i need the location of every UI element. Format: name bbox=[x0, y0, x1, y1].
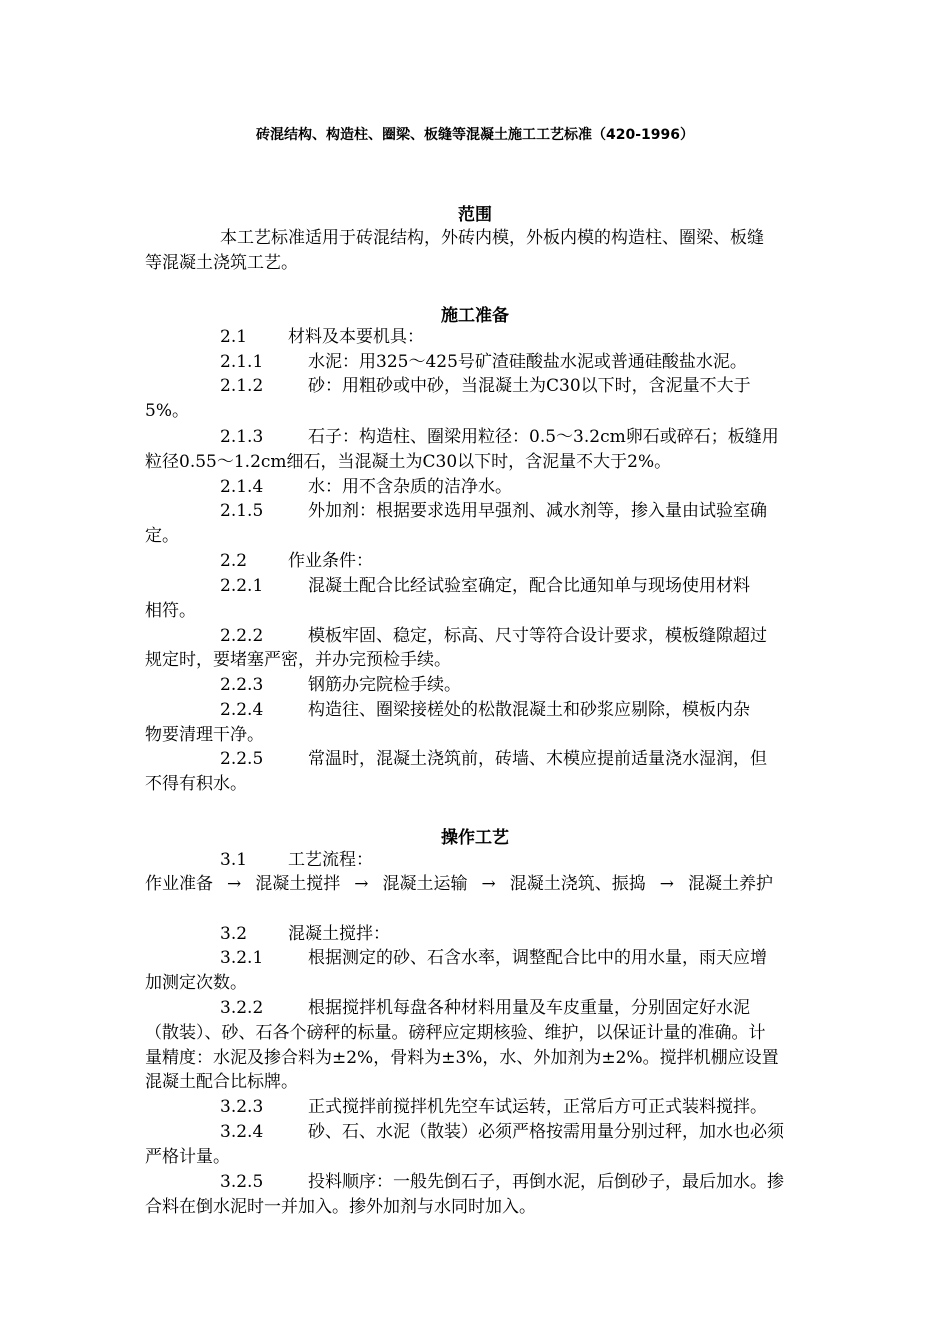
document-title: 砖混结构、构造柱、圈梁、板缝等混凝土施工工艺标准（420-1996） bbox=[256, 127, 694, 143]
flow-step: 混凝土运输 bbox=[382, 874, 468, 894]
list-item bbox=[220, 374, 751, 398]
section-heading-operation: 操作工艺 bbox=[441, 828, 509, 848]
item-text: 水泥：用325～425号矿渣硅酸盐水泥或普通硅酸盐水泥。 bbox=[308, 352, 747, 372]
item-text: 作业条件： bbox=[288, 551, 373, 571]
item-text: 水：用不含杂质的洁净水。 bbox=[308, 477, 512, 497]
list-item bbox=[220, 848, 373, 872]
item-number: 3.2.4 bbox=[220, 1122, 264, 1142]
item-number: 2.1.3 bbox=[220, 427, 264, 447]
item-text: 投料顺序：一般先倒石子，再倒水泥，后倒砂子，最后加水。掺 bbox=[308, 1172, 784, 1192]
arrow-right-icon: → bbox=[659, 874, 674, 894]
paragraph-line: 本工艺标准适用于砖混结构，外砖内模，外板内模的构造柱、圈梁、板缝 bbox=[220, 228, 764, 248]
item-text: 砂、石、水泥（散装）必须严格按需用量分别过秤，加水也必须 bbox=[308, 1122, 784, 1142]
item-number: 3.2.2 bbox=[220, 998, 264, 1018]
item-number: 2.1.5 bbox=[220, 501, 264, 521]
item-continuation: 相符。 bbox=[145, 601, 196, 621]
flow-step: 作业准备 bbox=[145, 874, 213, 894]
item-number: 2.2.4 bbox=[220, 700, 264, 720]
arrow-right-icon: → bbox=[227, 874, 242, 894]
process-flow bbox=[145, 872, 773, 896]
item-continuation: 粒径0.55～1.2cm细石，当混凝土为C30以下时，含泥量不大于2%。 bbox=[145, 452, 672, 472]
item-number: 2.2.1 bbox=[220, 576, 264, 596]
item-text: 石子：构造柱、圈梁用粒径：0.5～3.2cm卵石或碎石；板缝用 bbox=[308, 427, 779, 447]
flow-step: 混凝土搅拌 bbox=[255, 874, 341, 894]
item-number: 3.2.3 bbox=[220, 1097, 264, 1117]
item-text: 根据搅拌机每盘各种材料用量及车皮重量，分别固定好水泥 bbox=[308, 998, 750, 1018]
list-item bbox=[220, 698, 750, 722]
item-number: 3.2.5 bbox=[220, 1172, 264, 1192]
item-number: 3.2 bbox=[220, 924, 248, 944]
arrow-right-icon: → bbox=[481, 874, 496, 894]
list-item bbox=[220, 1120, 784, 1144]
item-number: 2.1.1 bbox=[220, 352, 264, 372]
item-continuation: 定。 bbox=[145, 526, 179, 546]
item-text: 混凝土配合比经试验室确定，配合比通知单与现场使用材料 bbox=[308, 576, 750, 596]
item-text: 砂：用粗砂或中砂，当混凝土为C30以下时，含泥量不大于 bbox=[308, 376, 751, 396]
item-text: 外加剂：根据要求选用早强剂、减水剂等，掺入量由试验室确 bbox=[308, 501, 767, 521]
list-item bbox=[220, 922, 390, 946]
item-number: 2.1.4 bbox=[220, 477, 264, 497]
item-text: 模板牢固、稳定，标高、尺寸等符合设计要求，模板缝隙超过 bbox=[308, 626, 767, 646]
item-number: 2.2.2 bbox=[220, 626, 264, 646]
item-text: 工艺流程： bbox=[288, 850, 373, 870]
item-continuation: 量精度：水泥及掺合料为±2%，骨料为±3%，水、外加剂为±2%。搅拌机棚应设置 bbox=[145, 1048, 779, 1068]
item-number: 2.2.3 bbox=[220, 675, 264, 695]
list-item bbox=[220, 1095, 767, 1119]
item-text: 材料及本要机具： bbox=[288, 327, 424, 347]
list-item bbox=[220, 499, 767, 523]
list-item bbox=[220, 425, 779, 449]
item-continuation: 合料在倒水泥时一并加入。掺外加剂与水同时加入。 bbox=[145, 1197, 536, 1217]
list-item bbox=[220, 475, 512, 499]
section-heading-preparation: 施工准备 bbox=[441, 306, 509, 326]
item-continuation: 加测定次数。 bbox=[145, 973, 247, 993]
list-item bbox=[220, 946, 767, 970]
item-text: 混凝土搅拌： bbox=[288, 924, 390, 944]
item-number: 2.1.2 bbox=[220, 376, 264, 396]
item-continuation: 5%。 bbox=[145, 401, 189, 421]
arrow-right-icon: → bbox=[354, 874, 369, 894]
flow-step: 混凝土浇筑、振捣 bbox=[509, 874, 646, 894]
item-text: 根据测定的砂、石含水率，调整配合比中的用水量，雨天应增 bbox=[308, 948, 767, 968]
item-text: 正式搅拌前搅拌机先空车试运转，正常后方可正式装料搅拌。 bbox=[308, 1097, 767, 1117]
item-text: 常温时，混凝土浇筑前，砖墙、木模应提前适量浇水湿润，但 bbox=[308, 749, 767, 769]
section-heading-scope: 范围 bbox=[458, 205, 492, 225]
item-number: 2.2 bbox=[220, 551, 248, 571]
paragraph-line: 等混凝土浇筑工艺。 bbox=[145, 253, 298, 273]
list-item bbox=[220, 1170, 784, 1194]
list-item bbox=[220, 673, 461, 697]
list-item bbox=[220, 574, 750, 598]
list-item bbox=[220, 747, 767, 771]
list-item bbox=[220, 996, 750, 1020]
item-continuation: （散装）、砂、石各个磅秤的标量。磅秤应定期核验、维护，以保证计量的准确。计 bbox=[145, 1023, 766, 1043]
item-number: 3.2.1 bbox=[220, 948, 264, 968]
item-continuation: 物要清理干净。 bbox=[145, 725, 264, 745]
item-text: 钢筋办完院检手续。 bbox=[308, 675, 461, 695]
list-item bbox=[220, 350, 747, 374]
item-continuation: 不得有积水。 bbox=[145, 774, 247, 794]
item-number: 2.2.5 bbox=[220, 749, 264, 769]
flow-step: 混凝土养护 bbox=[688, 874, 773, 894]
list-item bbox=[220, 624, 767, 648]
item-number: 3.1 bbox=[220, 850, 248, 870]
list-item bbox=[220, 325, 424, 349]
item-number: 2.1 bbox=[220, 327, 248, 347]
item-continuation: 规定时，要堵塞严密，并办完预检手续。 bbox=[145, 650, 451, 670]
item-text: 构造往、圈梁接槎处的松散混凝土和砂浆应剔除，模板内杂 bbox=[308, 700, 750, 720]
item-continuation: 混凝土配合比标牌。 bbox=[145, 1072, 298, 1092]
item-continuation: 严格计量。 bbox=[145, 1147, 230, 1167]
list-item bbox=[220, 549, 373, 573]
